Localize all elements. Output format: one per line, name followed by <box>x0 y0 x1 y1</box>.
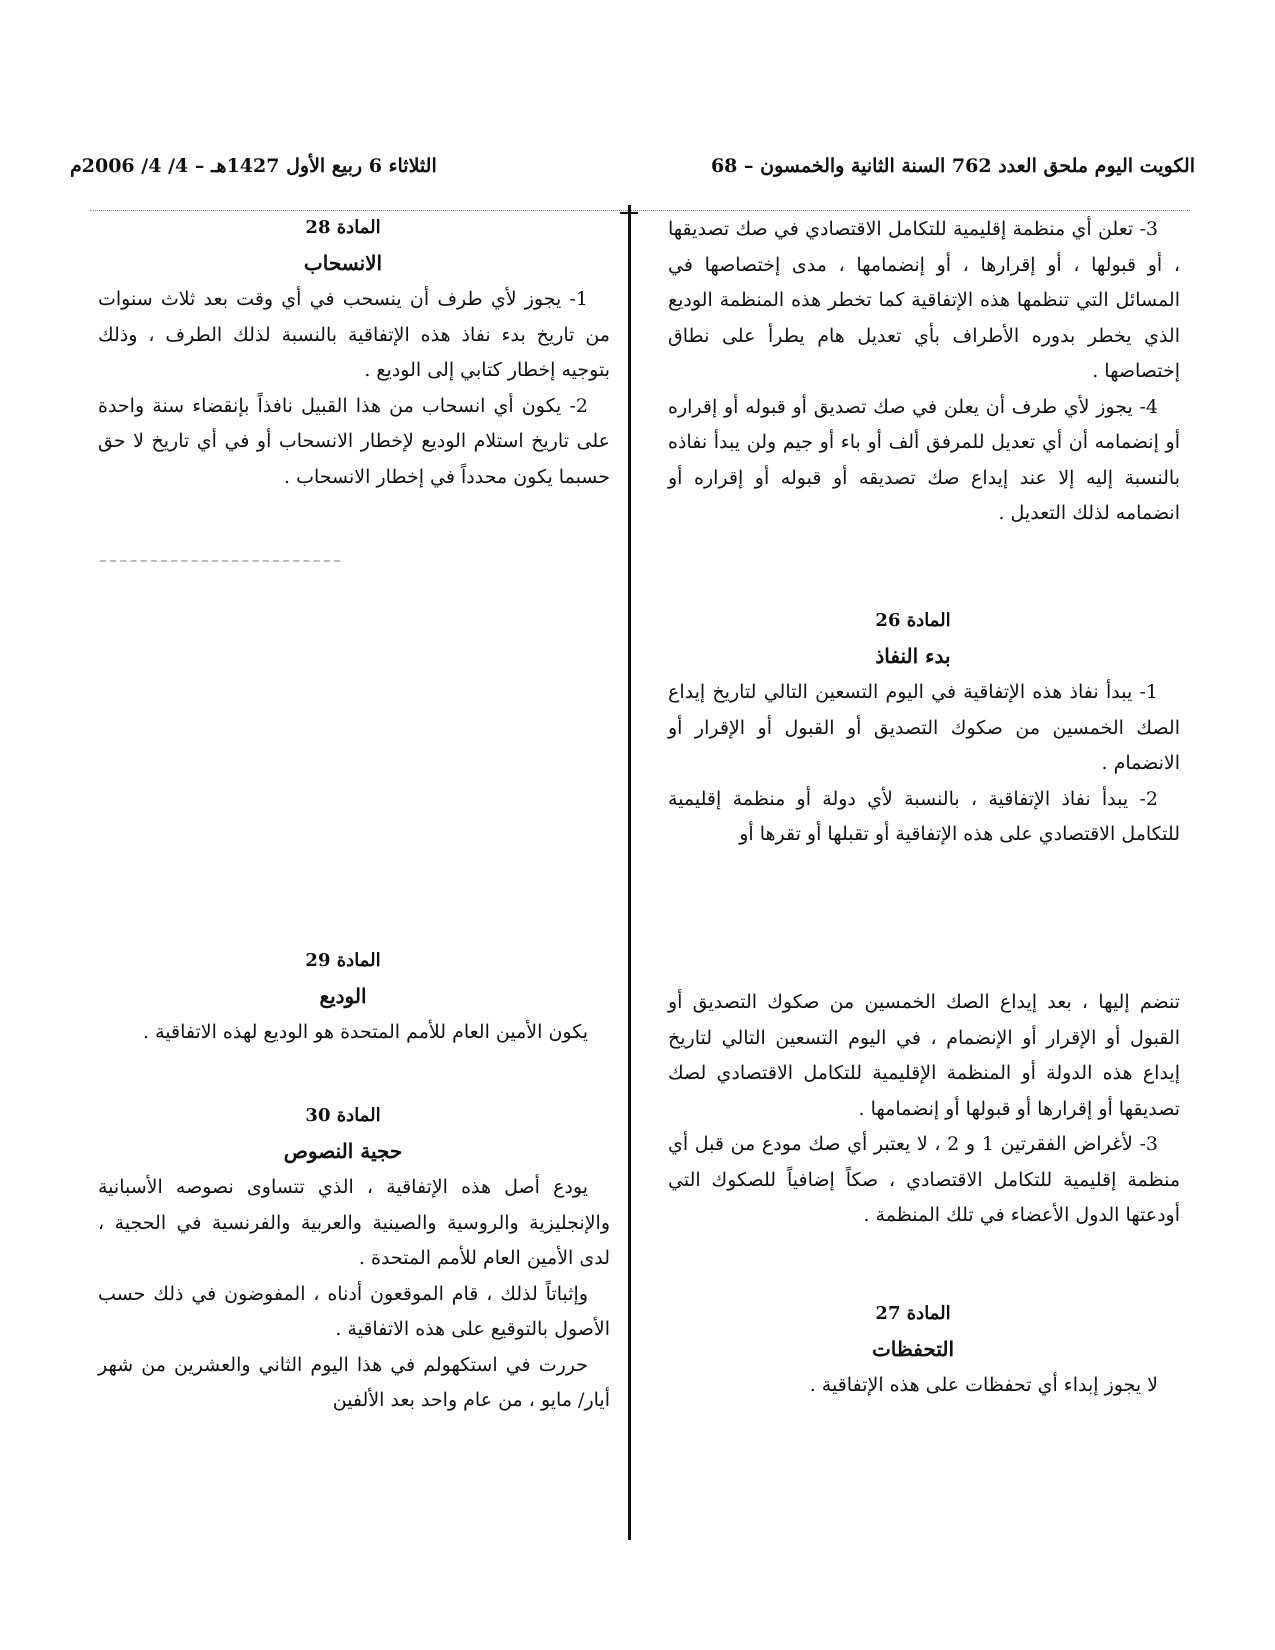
article-29-paragraph-1: يكون الأمين العام للأمم المتحدة هو الوديع لهذه الاتفاقية . <box>142 1021 588 1043</box>
article-30-paragraph-1: يودع أصل هذه الإتفاقية ، الذي تتساوى نصوصه الأسبانية والإنجليزية والروسية والصينية والعربية والفرنسية في الحجية ، لدى الأمين العام للأمم المتحدة . <box>98 1176 610 1269</box>
article-30-paragraph-2: وإثباتاً لذلك ، قام الموقعون أدناه ، المفوضون في ذلك حسب الأصول بالتوقيع على هذه الاتفاقية . <box>98 1282 610 1340</box>
article-28-paragraph-1: 1- يجوز لأي طرف أن ينسحب في أي وقت بعد ثلاث سنوات من تاريخ بدء نفاذ هذه الإتفاقية بالنسبة لذلك الطرف ، وذلك بتوجيه إخطار كتابي إلى الوديع . <box>98 288 610 381</box>
article-27-block <box>668 1298 1180 1404</box>
article-30-title: حجية النصوص <box>283 1139 403 1163</box>
column-divider <box>628 205 631 1540</box>
article-28-block <box>98 212 610 495</box>
article-25-paragraph-3: 3- تعلن أي منظمة إقليمية للتكامل الاقتصادي في صك تصديقها ، أو قبولها ، أو إقرارها ، أو إنضمامها ، مدى إختصاصها في المسائل التي تنظمها هذه الإتفاقية كما تخطر هذه المنظمة الوديع الذي يخطر بدوره الأطراف بأي تعديل هام يطرأ على نطاق إختصاصها . <box>668 218 1180 382</box>
header-date: الثلاثاء 6 ربيع الأول 1427هـ – 4/ 4/ 2006م <box>70 155 437 177</box>
article-28-title: الانسحاب <box>303 251 383 275</box>
article-28-number: المادة 28 <box>305 217 381 238</box>
right-column-block-1 <box>668 212 1180 532</box>
article-28-paragraph-2: 2- يكون أي انسحاب من هذا القبيل نافذاً بإنقضاء سنة واحدة على تاريخ استلام الوديع لإخطار الانسحاب أو في أي تاريخ لا حق حسبما يكون محدداً في إخطار الانسحاب . <box>98 394 610 488</box>
article-29-block <box>98 945 610 1051</box>
article-26-number: المادة 26 <box>875 610 951 631</box>
header-publication-info: الكويت اليوم ملحق العدد 762 السنة الثانية والخمسون – 68 <box>710 155 1195 177</box>
article-29-title: الوديع <box>319 984 367 1008</box>
article-25-paragraph-4: 4- يجوز لأي طرف أن يعلن في صك تصديق أو قبوله أو إقراره أو إنضمامه أن أي تعديل للمرفق ألف أو باء أو جيم ولن يبدأ نفاذه بالنسبة إليه إلا عند إيداع صك تصديقه أو قبوله أو إقراره أو انضمامه لذلك التعديل . <box>668 395 1180 524</box>
column-divider-tick <box>620 212 638 214</box>
article-26-paragraph-2-end: تنضم إليها ، بعد إيداع الصك الخمسين من صكوك التصديق أو القبول أو الإقرار أو الإنضمام ، في اليوم التسعين التالي لتاريخ إيداع هذه الدولة أو المنظمة الإقليمية للتكامل الاقتصادي لصك تصديقها أو إقرارها أو قبولها أو إنضمامها . <box>668 991 1180 1120</box>
section-separator <box>100 560 340 562</box>
page-header <box>70 155 1195 191</box>
article-26-paragraph-2-start: 2- يبدأ نفاذ الإتفاقية ، بالنسبة لأي دولة أو منظمة إقليمية للتكامل الاقتصادي على هذه الإتفاقية أو تقبلها أو تقرها أو <box>668 787 1180 845</box>
article-26-continuation <box>668 985 1180 1234</box>
article-30-number: المادة 30 <box>305 1105 381 1126</box>
article-27-paragraph-1: لا يجوز إبداء أي تحفظات على هذه الإتفاقية . <box>809 1374 1158 1396</box>
article-26-title: بدء النفاذ <box>875 644 951 668</box>
article-30-block <box>98 1100 610 1419</box>
article-27-title: التحفظات <box>871 1337 955 1361</box>
article-26-paragraph-3: 3- لأغراض الفقرتين 1 و 2 ، لا يعتبر أي صك مودع من قبل أي منظمة إقليمية للتكامل الاقتصادي ، صكاً إضافياً للصكوك التي أودعتها الدول الأعضاء في تلك المنظمة . <box>668 1133 1180 1226</box>
article-29-number: المادة 29 <box>305 950 381 971</box>
article-30-paragraph-3: حررت في استكهولم في هذا اليوم الثاني والعشرين من شهر أيار/ مايو ، من عام واحد بعد الألفين <box>98 1353 610 1411</box>
article-26-paragraph-1: 1- يبدأ نفاذ هذه الإتفاقية في اليوم التسعين التالي لتاريخ إيداع الصك الخمسين من صكوك التصديق أو القبول أو الإقرار أو الانضمام . <box>668 681 1180 774</box>
header-rule <box>90 210 1190 211</box>
article-27-number: المادة 27 <box>875 1303 951 1324</box>
article-26-block <box>668 605 1180 853</box>
